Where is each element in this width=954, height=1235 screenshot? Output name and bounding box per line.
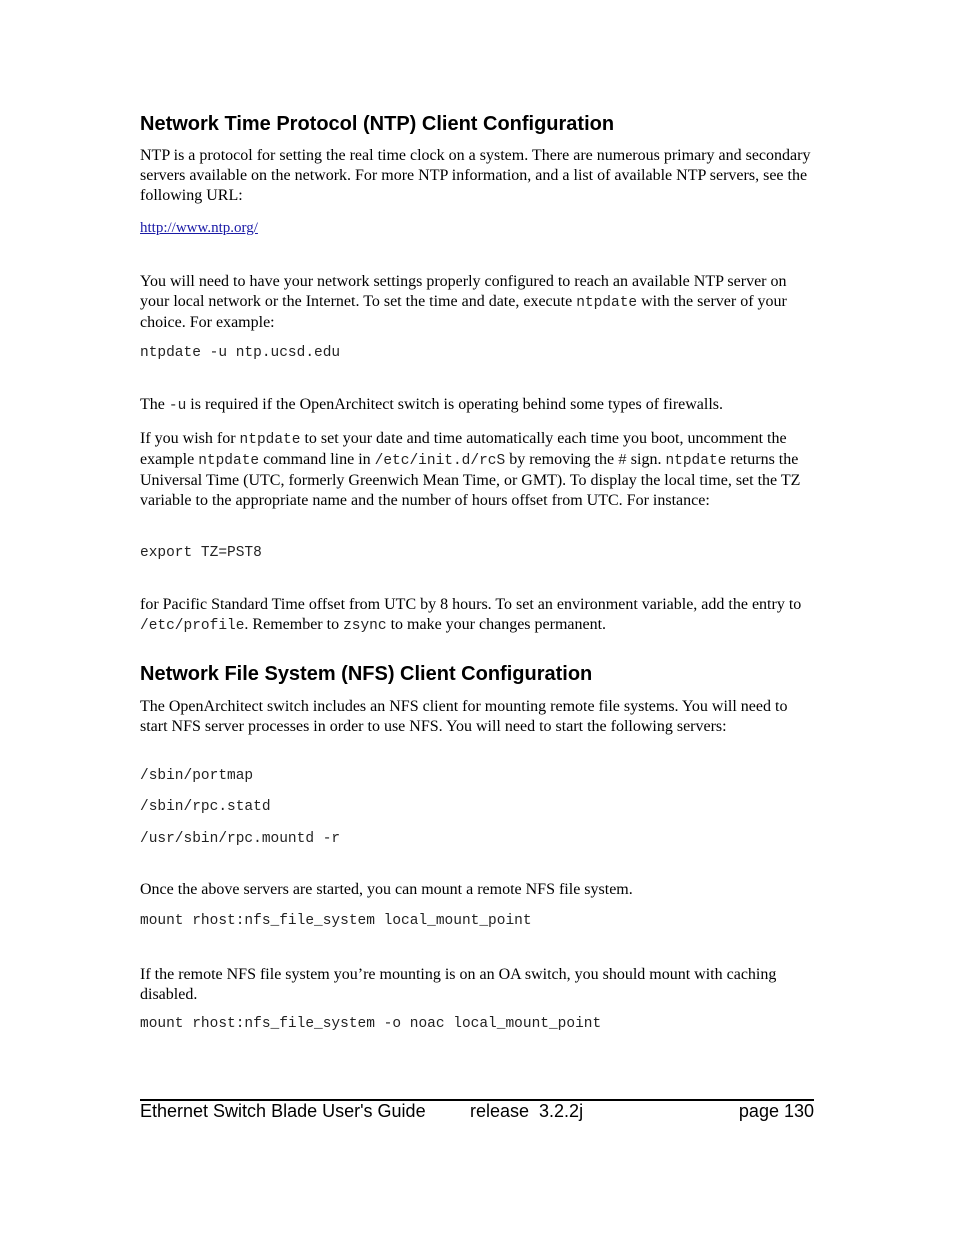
ntp-firewall-paragraph xyxy=(140,395,814,416)
text: by removing the xyxy=(505,451,619,468)
text: to set your date and time automatically each time you boot, uncomment the example xyxy=(140,430,787,468)
ntp-intro: NTP is a protocol for setting the real time clock on a system. There are numerous primary and secondary servers available on the network. For more NTP information, and a list of available NTP servers, see the following URL: xyxy=(140,147,811,204)
text: sign. xyxy=(626,451,666,468)
nfs-cmd-statd: /sbin/rpc.statd xyxy=(140,799,271,815)
text: with the server of your choice. For example: xyxy=(140,293,787,331)
nfs-mount-paragraph: Once the above servers are started, you can mount a remote NFS file system. xyxy=(140,881,633,898)
text: The xyxy=(140,396,169,413)
nfs-cmd-portmap: /sbin/portmap xyxy=(140,768,254,784)
text: for Pacific Standard Time offset from UTC by 8 hours. To set an environment variable, add the entry to xyxy=(140,596,802,613)
ntp-tz-paragraph xyxy=(140,595,814,636)
ntp-setup-paragraph xyxy=(140,272,814,333)
ntp-boot-paragraph xyxy=(140,429,814,511)
text: is required if the OpenArchitect switch is operating behind some types of firewalls. xyxy=(186,396,724,413)
ntp-example-command: ntpdate -u ntp.ucsd.edu xyxy=(140,345,341,361)
nfs-cmd-mountd: /usr/sbin/rpc.mountd -r xyxy=(140,831,341,847)
inline-code: zsync xyxy=(343,618,387,634)
nfs-noac-command: mount rhost:nfs_file_system -o noac local_mount_point xyxy=(140,1016,602,1032)
nfs-mount-command: mount rhost:nfs_file_system local_mount_point xyxy=(140,913,532,929)
nfs-noac-paragraph: If the remote NFS file system you’re mounting is on an OA switch, you should mount with caching disabled. xyxy=(140,966,777,1003)
inline-code: # xyxy=(618,453,627,469)
text: command line in xyxy=(259,451,375,468)
text: returns the Universal Time (UTC, formerly Greenwich Mean Time, or GMT). To display the local time, set the TZ variable to the appropriate name and the number of hours offset from UTC. For instance: xyxy=(140,451,801,509)
inline-code: ntpdate xyxy=(665,453,727,469)
inline-code: ntpdate xyxy=(576,295,638,311)
inline-code: /etc/init.d/rcS xyxy=(374,453,506,469)
text: You will need to have your network settings properly configured to reach an available NTP server on your local network or the Internet. To set the time and date, execute xyxy=(140,273,787,310)
nfs-heading: Network File System (NFS) Client Configuration xyxy=(140,663,593,685)
footer-release: release 3.2.2j xyxy=(470,1101,584,1121)
ntp-url-link[interactable]: http://www.ntp.org/ xyxy=(140,220,258,236)
ntp-url-paragraph xyxy=(140,218,814,238)
text: to make your changes permanent. xyxy=(386,616,607,633)
inline-code: ntpdate xyxy=(198,453,260,469)
ntp-heading: Network Time Protocol (NTP) Client Configuration xyxy=(140,113,615,135)
ntp-tz-command: export TZ=PST8 xyxy=(140,545,262,561)
inline-code: ntpdate xyxy=(239,432,301,448)
nfs-intro: The OpenArchitect switch includes an NFS client for mounting remote file systems. You will need to start NFS server processes in order to use NFS. You will need to start the following servers: xyxy=(140,698,788,735)
footer-page-number: page 130 xyxy=(738,1101,814,1121)
text: If you wish for xyxy=(140,430,240,447)
inline-code: -u xyxy=(168,398,187,414)
footer-title: Ethernet Switch Blade User's Guide xyxy=(140,1101,426,1121)
text: . Remember to xyxy=(244,616,344,633)
inline-code: /etc/profile xyxy=(140,618,245,634)
